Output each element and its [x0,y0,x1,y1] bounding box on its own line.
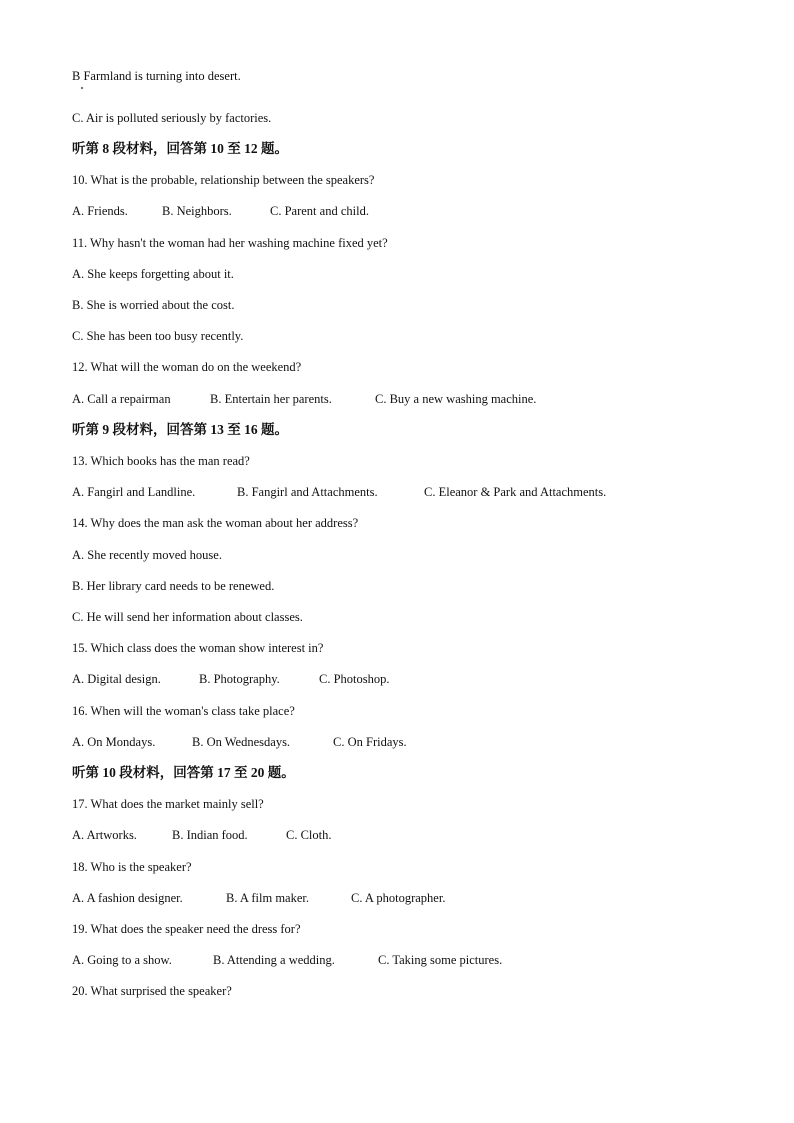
option: A. Friends. [72,204,128,218]
option: A. Going to a show. [72,953,172,967]
option: C. On Fridays. [333,735,407,749]
option: B. Fangirl and Attachments. [237,485,378,499]
option-line: B. Her library card needs to be renewed. [72,579,275,593]
option: C. Taking some pictures. [378,953,503,967]
option: C. Eleanor & Park and Attachments. [424,485,607,499]
question-line: 15. Which class does the woman show interest in? [72,641,324,655]
section-heading: 听第 10 段材料，回答第 17 至 20 题。 [72,765,295,780]
question-line: 11. Why hasn't the woman had her washing machine fixed yet? [72,236,388,250]
option: C. Parent and child. [270,204,369,218]
option: B. Photography. [199,672,280,686]
option: A. Digital design. [72,672,161,686]
option: C. Cloth. [286,828,332,842]
option-line: C. She has been too busy recently. [72,329,244,343]
option-line: A. She recently moved house. [72,548,222,562]
option: C. Photoshop. [319,672,390,686]
option: B. Attending a wedding. [213,953,335,967]
question-line: 10. What is the probable, relationship between the speakers? [72,173,375,187]
options-row [72,952,502,968]
options-row [72,890,445,906]
options-row [72,671,390,687]
question-line: 12. What will the woman do on the weekend? [72,360,302,374]
question-line: 18. Who is the speaker? [72,860,192,874]
section-heading: 听第 9 段材料，回答第 13 至 16 题。 [72,422,288,437]
options-row [72,734,407,750]
option: C. A photographer. [351,891,446,905]
option: C. Buy a new washing machine. [375,392,537,406]
option-line: B Farmland is turning into desert. [72,69,241,83]
option: B. Entertain her parents. [210,392,332,406]
option: B. Neighbors. [162,204,232,218]
option: A. Call a repairman [72,392,171,406]
section-heading: 听第 8 段材料，回答第 10 至 12 题。 [72,141,288,156]
question-line: 14. Why does the man ask the woman about her address? [72,516,359,530]
option-line: A. She keeps forgetting about it. [72,267,234,281]
stray-dot [81,87,83,89]
question-line: 17. What does the market mainly sell? [72,797,264,811]
option: B. A film maker. [226,891,309,905]
option-line: C. He will send her information about classes. [72,610,303,624]
option: A. Artworks. [72,828,137,842]
question-line: 13. Which books has the man read? [72,454,250,468]
options-row [72,827,332,843]
options-row [72,203,369,219]
question-line: 16. When will the woman's class take place? [72,704,295,718]
option: A. A fashion designer. [72,891,183,905]
options-row [72,391,536,407]
question-line: 20. What surprised the speaker? [72,984,232,998]
option-line: B. She is worried about the cost. [72,298,235,312]
option: B. Indian food. [172,828,248,842]
option: A. Fangirl and Landline. [72,485,196,499]
option-line: C. Air is polluted seriously by factories. [72,111,272,125]
question-line: 19. What does the speaker need the dress for? [72,922,301,936]
option: A. On Mondays. [72,735,156,749]
options-row [72,484,606,500]
option: B. On Wednesdays. [192,735,291,749]
